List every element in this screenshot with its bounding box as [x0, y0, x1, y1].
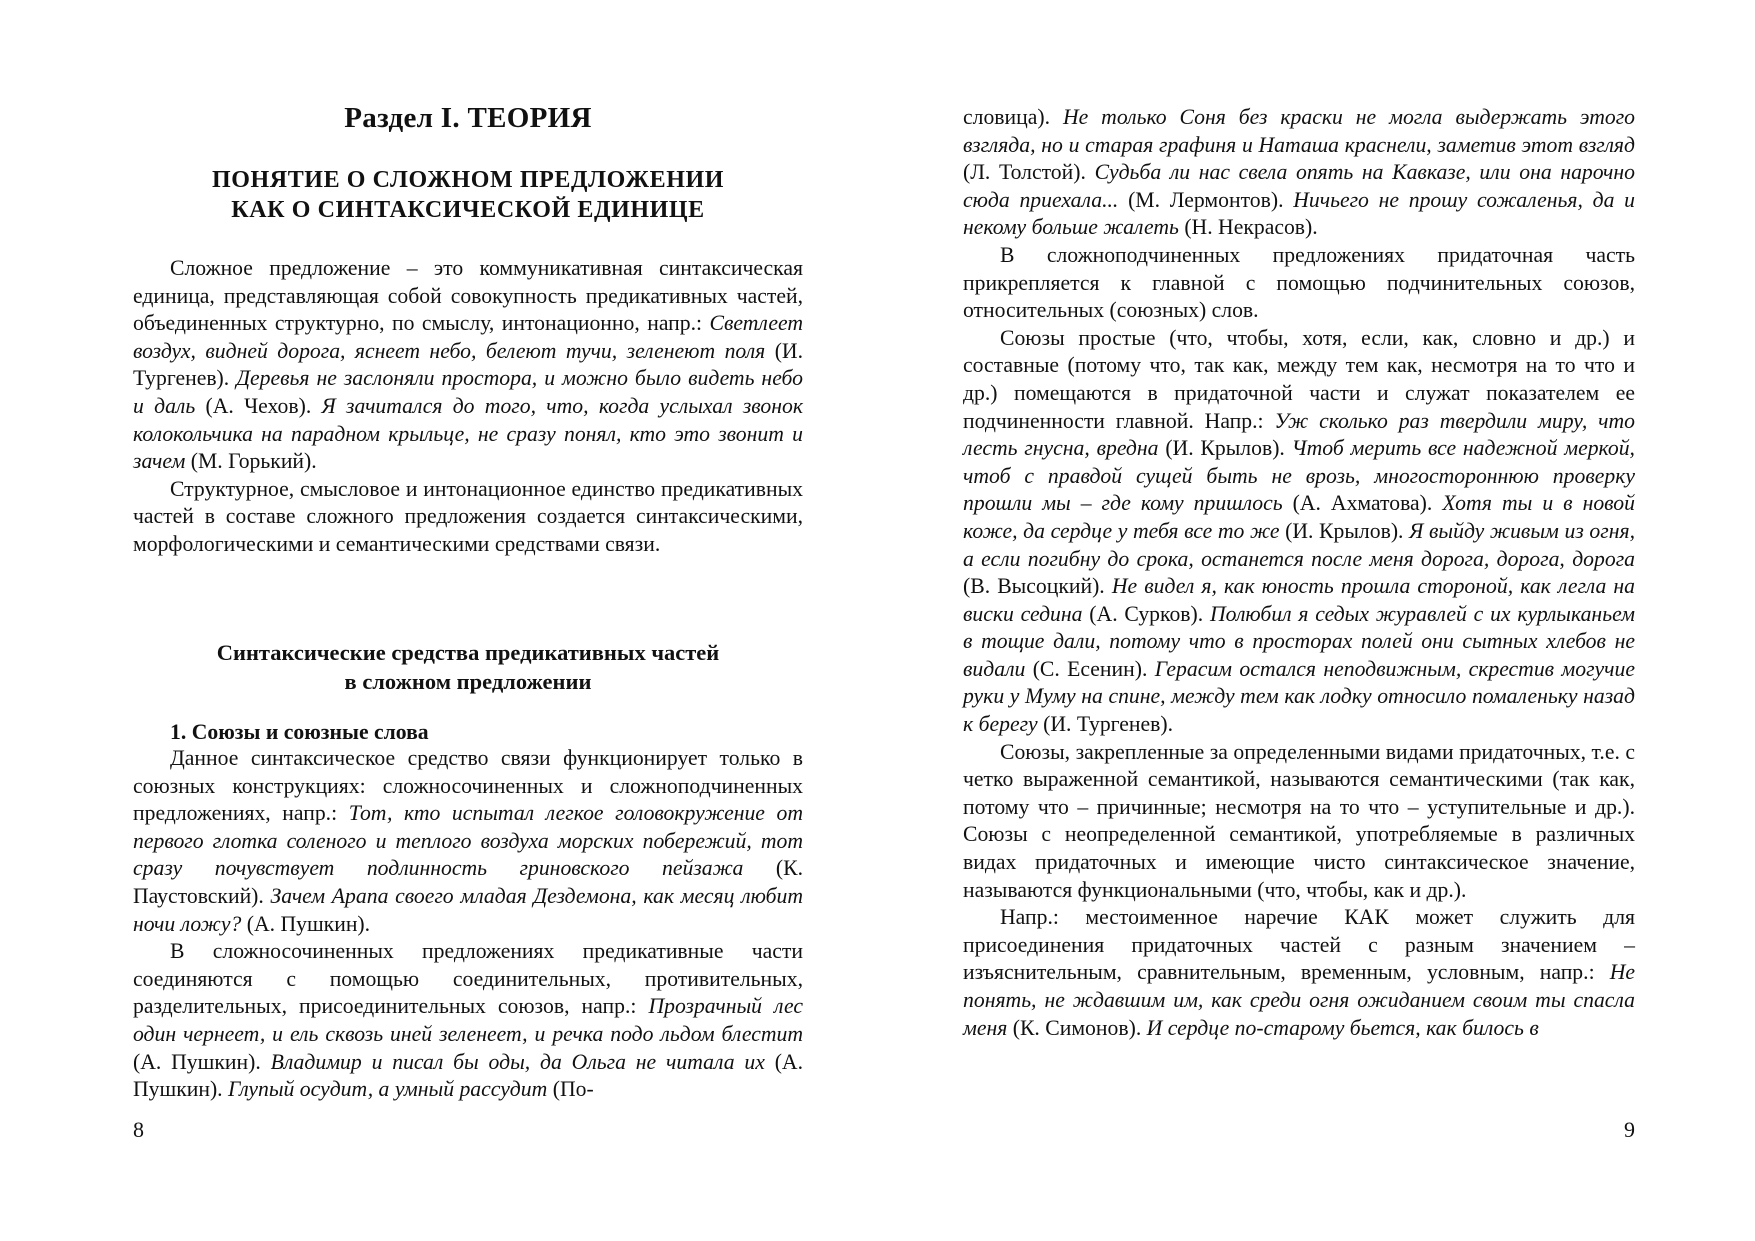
paragraph-conjunctions: Данное синтаксическое средство связи функционирует только в союзных конструкциях: сложносочиненных и сложноподчиненных предложениях, напр.: Тот, кто испытал легкое головокружение от первого глотка соленого и теплого воздуха морских побережий, тот сразу почувствует подлинность гриновского пейзажа (К. Паустовский). Зачем Арапа своего младая Дездемона, как месяц любит ночи ложу? (А. Пушкин). — [133, 746, 803, 936]
paragraph-semantic: Союзы, закрепленные за определенными видами придаточных, т.е. с четко выраженной семантикой, называются семантическими (так как, потому что – причинные; несмотря на то что – уступительные и др.). Союзы с неопределенной семантикой, употребляемые в различных видах придаточных и имеющие чисто синтаксическое значение, называются функциональными (что, чтобы, как и др.). — [963, 739, 1635, 902]
chapter-title-line-2: КАК О СИНТАКСИЧЕСКОЙ ЕДИНИЦЕ — [231, 197, 705, 223]
left-page — [133, 0, 803, 1241]
intro-block — [133, 255, 803, 559]
page-number-right: 9 — [1624, 1117, 1635, 1142]
paragraph-simple-compound: Союзы простые (что, чтобы, хотя, если, как, словно и др.) и составные (потому что, так как, между тем как, несмотря на то что и др.) помещаются в придаточной части и служат показателем ее подчиненности главной. Напр.: Уж сколько раз твердили миру, что лесть гнусна, вредна (И. Крылов). Чтоб мерить все надежной меркой, чтоб с правдой сущей быть не врозь, многостороннюю проверку прошли мы – где кому пришлось (А. Ахматова). Хотя ты и в новой коже, да сердце у тебя все то же (И. Крылов). Я выйду живым из огня, а если погибну до срока, останется после меня дорога, дорога, дорога (В. Высоцкий). Не видел я, как юность прошла стороной, как легла на виски седина (А. Сурков). Полюбил я седых журавлей с их курлыканьем в тощие дали, потому что в просторах полей они сытных хлебов не видали (С. Есенин). Герасим остался неподвижным, скрестив могучие руки у Муму на спине, между тем как лодку относило помаленьку назад к берегу (И. Тургенев). — [963, 325, 1636, 737]
conjunctions-block — [133, 745, 803, 1104]
section-title: Раздел I. ТЕОРИЯ — [344, 102, 592, 134]
right-page — [963, 0, 1635, 1241]
heading-conjunctions: 1. Союзы и союзные слова — [170, 720, 429, 744]
paragraph-unity: Структурное, смысловое и интонационное единство предикативных частей в составе сложного предложения создается синтаксическими, морфологическими и семантическими средствами связи. — [133, 476, 803, 556]
paragraph-subordinate: В сложноподчиненных предложениях придаточная часть прикрепляется к главной с помощью подчинительных союзов, относительных (союзных) слов. — [963, 242, 1635, 323]
subsection-title — [133, 638, 803, 696]
subsection-title-line-2: в сложном предложении — [344, 669, 592, 694]
page-number-left: 8 — [133, 1117, 144, 1142]
chapter-title-line-1: ПОНЯТИЕ О СЛОЖНОМ ПРЕДЛОЖЕНИИ — [211, 167, 725, 193]
paragraph-definition: Сложное предложение – это коммуникативная синтаксическая единица, представляющая собой совокупность предикативных частей, объединенных структурно, по смыслу, интонационно, напр.: Светлеет воздух, видней дорога, яснеет небо, белеют тучи, зеленеют поля (И. Тургенев). Деревья не заслоняли простора, и можно было видеть небо и даль (А. Чехов). Я зачитался до того, что, когда услыхал звонок колокольчика на парадном крыльце, не сразу понял, кто это звонит и зачем (М. Горький). — [133, 256, 804, 474]
paragraph-kak: Напр.: местоименное наречие КАК может служить для присоединения придаточных частей с разным значением – изъяснительным, сравнительным, временным, условным, напр.: Не понять, не ждавшим им, как среди огня ожиданием своим ты спасла меня (К. Симонов). И сердце по-старому бьется, как билось в — [963, 905, 1635, 1040]
chapter-title — [133, 165, 803, 225]
paragraph-compound: В сложносочиненных предложениях предикативные части соединяются с помощью соединительных, противительных, разделительных, присоединительных союзов, напр.: Прозрачный лес один чернеет, и ель сквозь иней зеленеет, и речка подо льдом блестит (А. Пушкин). Владимир и писал бы оды, да Ольга не читала их (А. Пушкин). Глупый осудит, а умный рассудит (По- — [133, 939, 804, 1102]
right-text-block — [963, 104, 1635, 1042]
paragraph-proverb-continuation: словица). Не только Соня без краски не могла выдержать этого взгляда, но и старая графиня и Наташа краснели, заметив этот взгляд (Л. Толстой). Судьба ли нас свела опять на Кавказе, или она нарочно сюда приехала... (М. Лермонтов). Ничьего не прошу сожаленья, да и некому больше жалеть (Н. Некрасов). — [963, 105, 1636, 240]
subsection-title-line-1: Синтаксические средства предикативных частей — [216, 640, 720, 665]
